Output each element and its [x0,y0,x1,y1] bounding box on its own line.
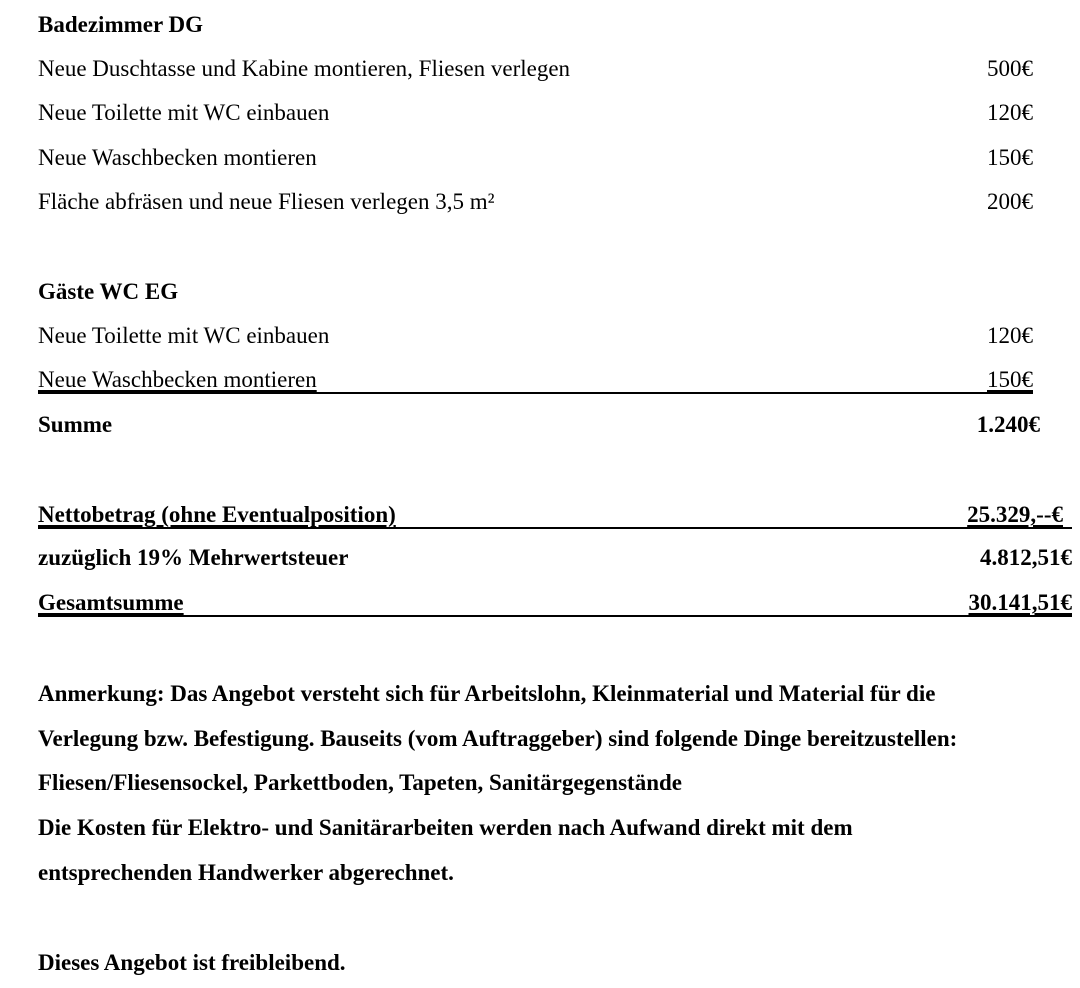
line-item-label: Neue Duschtasse und Kabine montieren, Fliesen verlegen [38,56,571,81]
vat-amount: 4.812,51€ [980,545,1072,570]
gross-total-label: Gesamtsumme [38,590,184,615]
gross-divider [38,615,1072,617]
gross-total-amount: 30.141,51€ [968,590,1072,615]
line-item-label: Neue Toilette mit WC einbauen [38,100,330,125]
line-item-label: Fläche abfräsen und neue Fliesen verlegen 3,5 m² [38,189,495,214]
sum-label: Summe [38,412,113,437]
sum-row [38,410,1040,440]
remark-line: Verlegung bzw. Befestigung. Bauseits (vom Auftraggeber) sind folgende Dinge bereitzustellen: [38,726,958,751]
net-divider [38,527,1072,529]
net-amount-label: Nettobetrag (ohne Eventualposition) [38,502,396,527]
line-item-label: Neue Waschbecken montieren [38,367,317,392]
line-item [38,365,1033,395]
line-item [38,143,1033,173]
line-item [38,98,1033,128]
gross-total-row [38,588,1072,618]
vat-row [38,543,1072,573]
line-item-amount: 500€ [987,56,1033,81]
line-item-label: Neue Toilette mit WC einbauen [38,323,330,348]
sum-amount: 1.240€ [976,412,1040,437]
line-item-amount: 120€ [987,323,1033,348]
line-item-amount: 150€ [987,145,1033,170]
remark-line: Anmerkung: Das Angebot versteht sich für Arbeitslohn, Kleinmaterial und Material für die [38,681,936,706]
remark-line: Fliesen/Fliesensockel, Parkettboden, Tapeten, Sanitärgegenstände [38,770,682,795]
remark-line: Die Kosten für Elektro- und Sanitärarbeiten werden nach Aufwand direkt mit dem [38,815,853,840]
net-amount-value: 25.329,--€ [967,502,1063,527]
subtotal-divider [38,392,1033,394]
line-item [38,187,1033,217]
line-item-amount: 200€ [987,189,1033,214]
remark-line: entsprechenden Handwerker abgerechnet. [38,860,454,885]
line-item [38,321,1033,351]
section-heading-badezimmer: Badezimmer DG [38,12,204,37]
line-item [38,54,1033,84]
line-item-amount: 150€ [987,367,1033,392]
line-item-label: Neue Waschbecken montieren [38,145,317,170]
vat-label: zuzüglich 19% Mehrwertsteuer [38,545,349,570]
line-item-amount: 120€ [987,100,1033,125]
net-amount-row [38,500,1063,530]
section-heading-gaeste-wc: Gäste WC EG [38,279,179,304]
closing-statement: Dieses Angebot ist freibleibend. [38,950,346,975]
